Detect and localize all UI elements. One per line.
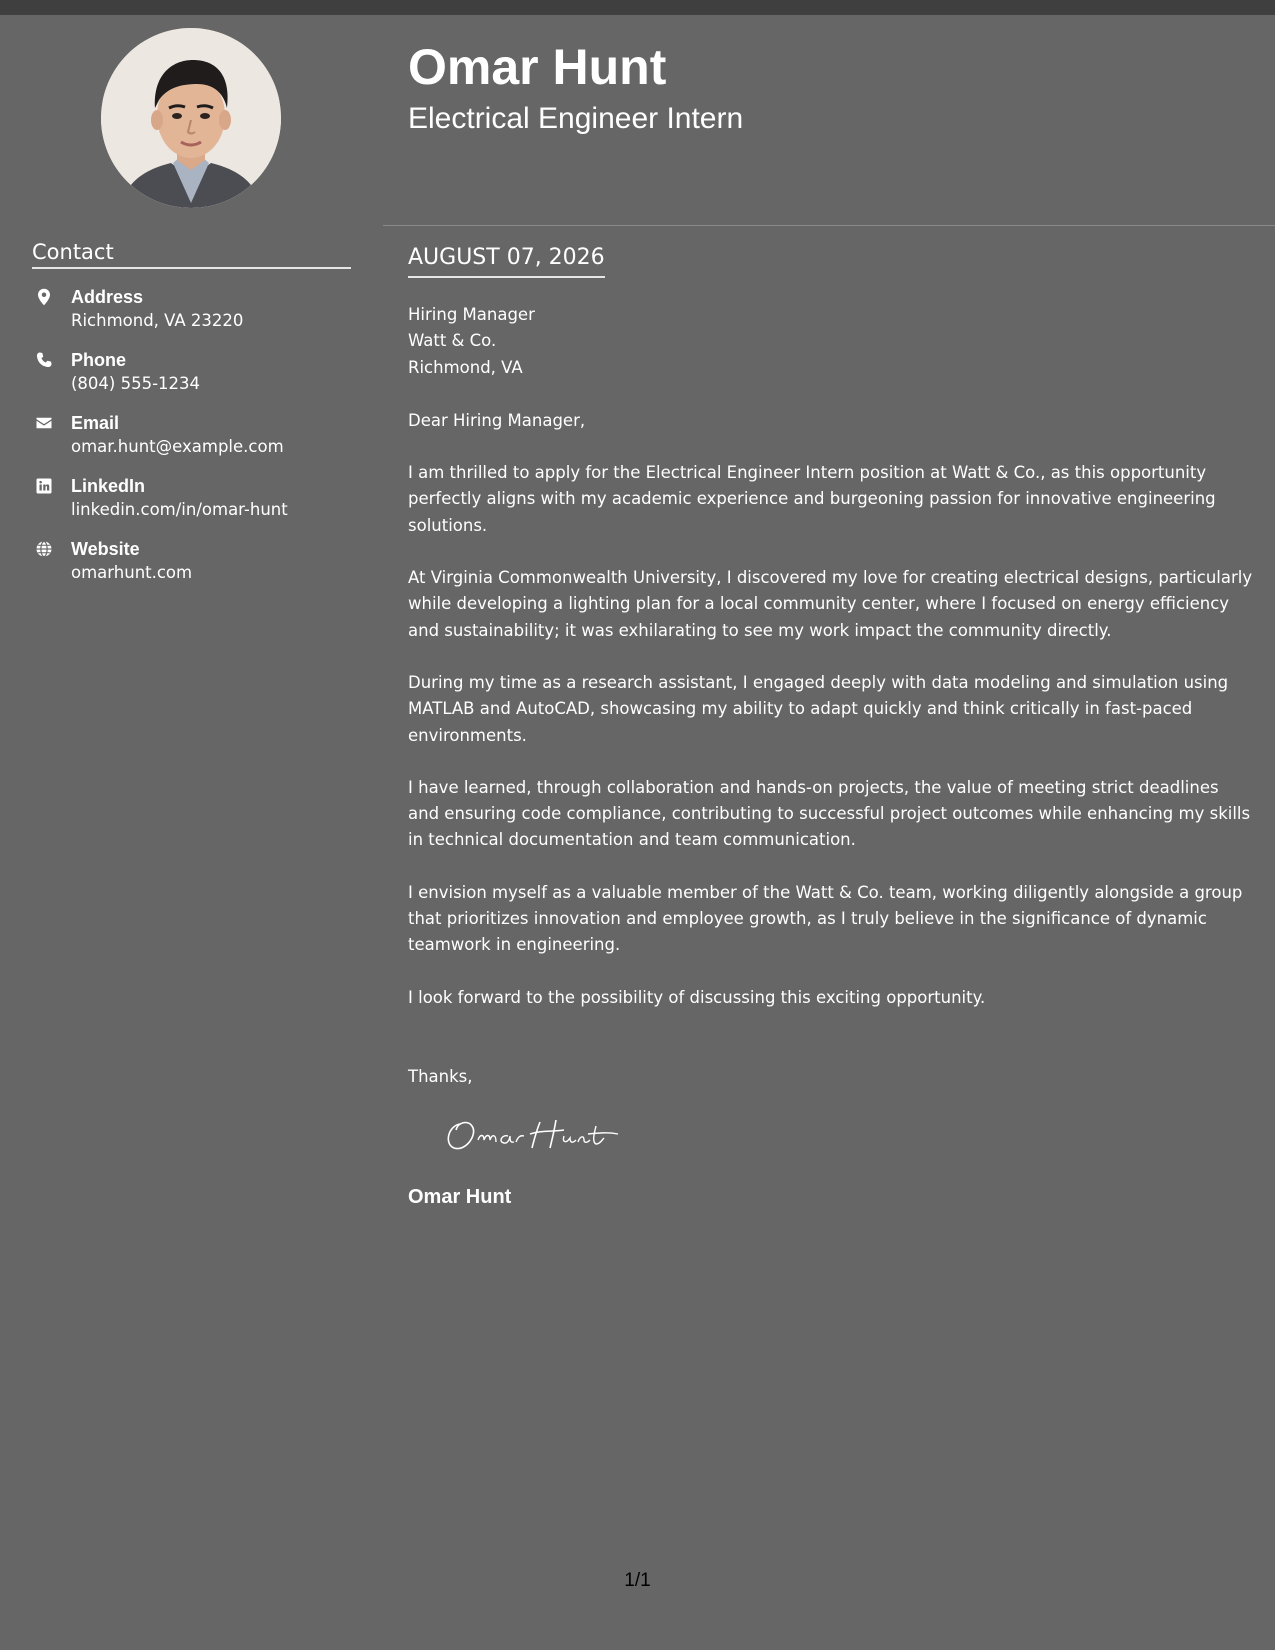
letter-paragraph: I envision myself as a valuable member of the Watt & Co. team, working diligently alongside a group that prioritizes innovation and employee growth, as I truly believe in the significance of dynamic teamwork in engineering. bbox=[408, 882, 1243, 955]
contact-phone bbox=[32, 348, 352, 411]
contact-email-label: Email bbox=[71, 413, 120, 433]
contact-address bbox=[32, 285, 352, 348]
top-bar bbox=[0, 0, 1275, 15]
handwritten-signature bbox=[438, 1104, 638, 1164]
profile-photo bbox=[101, 28, 281, 208]
recipient-block bbox=[408, 302, 1253, 381]
letter-paragraph: During my time as a research assistant, I engaged deeply with data modeling and simulation using MATLAB and AutoCAD, showcasing my ability to adapt quickly and think critically in fast-paced environments. bbox=[408, 672, 1229, 745]
contact-address-label: Address bbox=[71, 287, 144, 307]
phone-icon bbox=[35, 351, 53, 369]
contact-website-label: Website bbox=[71, 539, 140, 559]
letter-paragraph: I have learned, through collaboration and hands-on projects, the value of meeting strict deadlines and ensuring code compliance, contributing to successful project outcomes while enhancing my skills in technical documentation and team communication. bbox=[408, 777, 1251, 850]
recipient-line: Richmond, VA bbox=[408, 357, 523, 377]
recipient-line: Hiring Manager bbox=[408, 305, 535, 324]
closing: Thanks, bbox=[408, 1066, 473, 1086]
contact-address-value: Richmond, VA 23220 bbox=[71, 311, 244, 330]
job-title: Electrical Engineer Intern bbox=[408, 102, 744, 135]
applicant-name: Omar Hunt bbox=[408, 39, 667, 95]
contact-heading: Contact bbox=[32, 240, 351, 269]
contact-email-value[interactable]: omar.hunt@example.com bbox=[71, 437, 284, 456]
letter-paragraph: I look forward to the possibility of discussing this exciting opportunity. bbox=[408, 987, 986, 1007]
contact-phone-label: Phone bbox=[71, 350, 127, 370]
contact-list bbox=[32, 285, 352, 600]
signer-name: Omar Hunt bbox=[408, 1186, 512, 1209]
contact-email bbox=[32, 411, 352, 474]
letter-paragraph: At Virginia Commonwealth University, I discovered my love for creating electrical designs, particularly while developing a lighting plan for a local community center, where I focused on energy efficiency and sustainability; it was exhilarating to see my work impact the community directly. bbox=[408, 568, 1253, 640]
contact-website bbox=[32, 537, 352, 600]
salutation: Dear Hiring Manager, bbox=[408, 410, 586, 430]
linkedin-icon bbox=[35, 477, 53, 495]
letter-date: AUGUST 07, 2026 bbox=[408, 245, 605, 278]
contact-linkedin-value[interactable]: linkedin.com/in/omar-hunt bbox=[71, 500, 288, 519]
letter-paragraph: I am thrilled to apply for the Electrical Engineer Intern position at Watt & Co., as this opportunity perfectly aligns with my academic experience and burgeoning passion for innovative engineering solutions. bbox=[408, 463, 1216, 535]
page-number: 1/1 bbox=[624, 1570, 651, 1591]
globe-icon bbox=[35, 540, 53, 558]
recipient-line: Watt & Co. bbox=[408, 331, 497, 351]
contact-phone-value: (804) 555-1234 bbox=[71, 374, 201, 393]
letter-body bbox=[408, 302, 1253, 1211]
contact-linkedin-label: LinkedIn bbox=[71, 476, 146, 496]
contact-website-value[interactable]: omarhunt.com bbox=[71, 563, 193, 582]
map-pin-icon bbox=[35, 288, 53, 306]
contact-linkedin bbox=[32, 474, 352, 537]
header-divider bbox=[383, 225, 1275, 226]
envelope-icon bbox=[35, 414, 53, 432]
